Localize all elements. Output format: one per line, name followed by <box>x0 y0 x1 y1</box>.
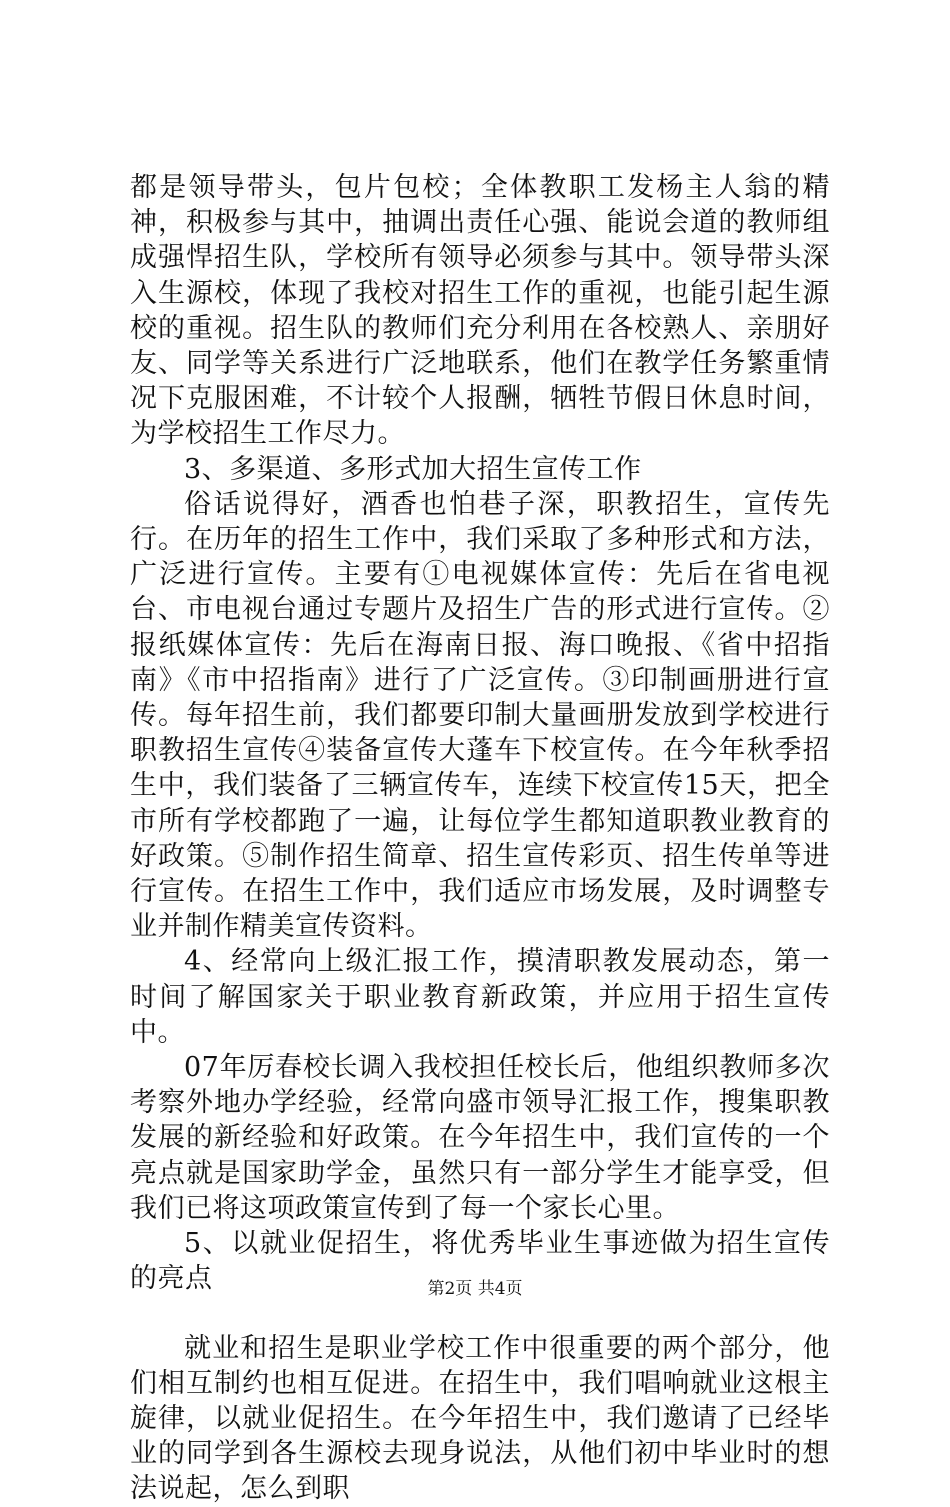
section-heading-5: 5、以就业促招生，将优秀毕业生事迹做为招生宣传的亮点 <box>130 1228 830 1295</box>
section-heading-4: 4、经常向上级汇报工作，摸清职教发展动态，第一时间了解国家关于职业教育新政策，并应用于招生宣传中。 <box>130 946 830 1048</box>
document-body <box>130 170 830 1507</box>
paragraph-gap <box>130 1297 830 1331</box>
paragraph-publicity: 俗话说得好，酒香也怕巷子深，职教招生，宣传先行。在历年的招生工作中，我们采取了多种形式和方法，广泛进行宣传。主要有①电视媒体宣传：先后在省电视台、市电视台通过专题片及招生广告的形式进行宣传。②报纸媒体宣传：先后在海南日报、海口晚报、《省中招指南》《市中招指南》进行了广泛宣传。③印制画册进行宣传。每年招生前，我们都要印制大量画册发放到学校进行职教招生宣传④装备宣传大蓬车下校宣传。在今年秋季招生中，我们装备了三辆宣传车，连续下校宣传15天，把全市所有学校都跑了一遍，让每位学生都知道职教业教育的好政策。⑤制作招生简章、招生宣传彩页、招生传单等进行宣传。在招生工作中，我们适应市场发展，及时调整专业并制作精美宣传资料。 <box>130 488 830 943</box>
paragraph-recruitment-team: 都是领导带头，包片包校；全体教职工发杨主人翁的精神，积极参与其中，抽调出责任心强、能说会道的教师组成强悍招生队，学校所有领导必须参与其中。领导带头深入生源校，体现了我校对招生工作的重视，也能引起生源校的重视。招生队的教师们充分利用在各校熟人、亲朋好友、同学等关系进行广泛地联系，他们在教学任务繁重情况下克服困难，不计较个人报酬，牺牲节假日休息时间，为学校招生工作尽力。 <box>130 172 830 450</box>
page-number-footer: 第2页 共4页 <box>427 1279 523 1299</box>
paragraph-principal: 07年厉春校长调入我校担任校长后，他组织教师多次考察外地办学经验，经常向盛市领导汇报工作，搜集职教发展的新经验和好政策。在今年招生中，我们宣传的一个亮点就是国家助学金，虽然只有一部分学生才能享受，但我们已将这项政策宣传到了每一个家长心里。 <box>130 1052 830 1224</box>
paragraph-employment: 就业和招生是职业学校工作中很重要的两个部分，他们相互制约也相互促进。在招生中，我们唱响就业这根主旋律，以就业促招生。在今年招生中，我们邀请了已经毕业的同学到各生源校去现身说法，从他们初中毕业时的想法说起，怎么到职 <box>130 1332 830 1505</box>
section-heading-3: 3、多渠道、多形式加大招生宣传工作 <box>184 453 642 485</box>
